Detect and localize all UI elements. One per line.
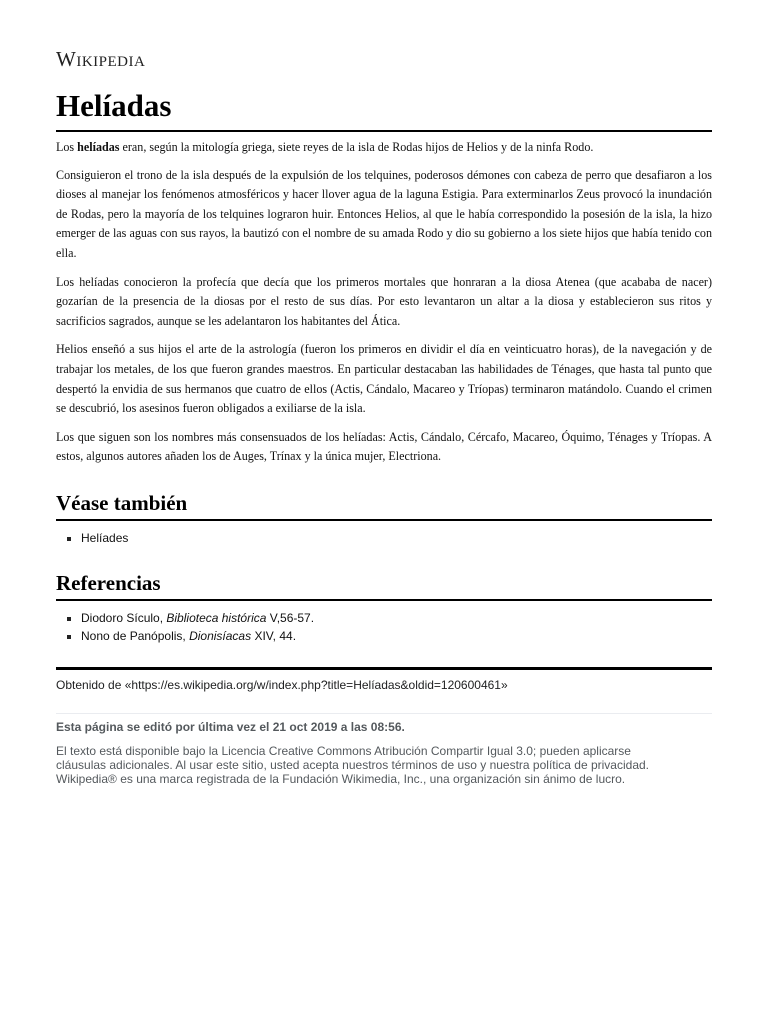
license-line: El texto está disponible bajo la Licencia Creative Commons Atribución Compartir Igual 3.0; pueden aplicarse [56, 743, 631, 758]
license-line: Wikipedia® es una marca registrada de la Fundación Wikimedia, Inc., una organización sin ánimo de lucro. [56, 771, 626, 786]
see-also-link[interactable]: Helíades [81, 530, 129, 545]
reference-author: Nono de Panópolis, [81, 628, 190, 643]
intro-bold-term: helíadas [77, 140, 120, 154]
intro-text-start: Los [56, 140, 78, 154]
footer-divider [56, 713, 712, 714]
reference-item [81, 627, 712, 645]
license-line: cláusulas adicionales. Al usar este sitio, usted acepta nuestros términos de uso y nuestra política de privacidad. [56, 757, 649, 772]
reference-location: XIV, 44. [251, 628, 297, 643]
page-title: Helíadas [56, 86, 712, 132]
reference-item [81, 609, 712, 627]
paragraph: Los helíadas conocieron la profecía que decía que los primeros mortales que honraran a la diosa Atenea (que acababa de nacer) gozarían de la presencia de la diosas por el resto de sus días. Por esto levantaron un altar a la diosa y establecieron sus ritos y sacrificios sagrados, aunque se les adelantaron los habitantes del Ática. [56, 274, 712, 328]
references-heading: Referencias [56, 569, 712, 601]
wikipedia-wordmark[interactable]: Wikipedia [56, 47, 146, 71]
intro-text-end: eran, según la mitología griega, siete reyes de la isla de Rodas hijos de Helios y de la ninfa Rodo. [119, 140, 594, 154]
reference-work: Dionisíacas [189, 628, 252, 643]
paragraph: Consiguieron el trono de la isla después de la expulsión de los telquines, poderosos démones con cabeza de perro que desafiaron a los dioses al manejar los fenómenos atmosféricos y hacer llover agua de la laguna Estigia. Para exterminarlos Zeus provocó la inundación de Rodas, pero la mayoría de los telquines lograron huir. Entonces Helios, al que le había correspondido la posesión de la isla, la hizo emerger de las aguas con sus rayos, la bautizó con el nombre de su amada Rodo y dio su gobierno a los siete hijos que había tenido con ella. [56, 167, 712, 260]
reference-work: Biblioteca histórica [166, 610, 267, 625]
reference-location: V,56-57. [266, 610, 315, 625]
article-body [56, 138, 712, 467]
see-also-heading: Véase también [56, 489, 712, 521]
see-also-item[interactable] [81, 529, 712, 547]
reference-author: Diodoro Sículo, [81, 610, 167, 625]
paragraph: Los que siguen son los nombres más consensuados de los helíadas: Actis, Cándalo, Cércafo, Macareo, Óquimo, Ténages y Tríopas. A estos, algunos autores añaden los de Auges, Trínax y la única mujer, Electriona. [56, 429, 712, 464]
license-notice [56, 744, 712, 786]
see-also-list [56, 529, 712, 547]
retrieved-from-link[interactable]: Obtenido de «https://es.wikipedia.org/w/index.php?title=Helíadas&oldid=120600461» [56, 667, 712, 700]
references-list [56, 609, 712, 645]
last-modified-notice: Esta página se editó por última vez el 21 oct 2019 a las 08:56. [56, 719, 405, 734]
paragraph: Helios enseñó a sus hijos el arte de la astrología (fueron los primeros en dividir el día en veinticuatro horas), de la navegación y de trabajar los metales, de los que fueron grandes maestros. En particular destacaban las habilidades de Ténages, que hasta tal punto que despertó la envidia de sus hermanos que cuatro de ellos (Actis, Cándalo, Macareo y Tríopas) terminaron matándolo. Cuando el crimen se descubrió, los asesinos fueron obligados a exiliarse de la isla. [56, 342, 712, 416]
intro-paragraph [56, 138, 712, 158]
article-page [56, 0, 712, 786]
